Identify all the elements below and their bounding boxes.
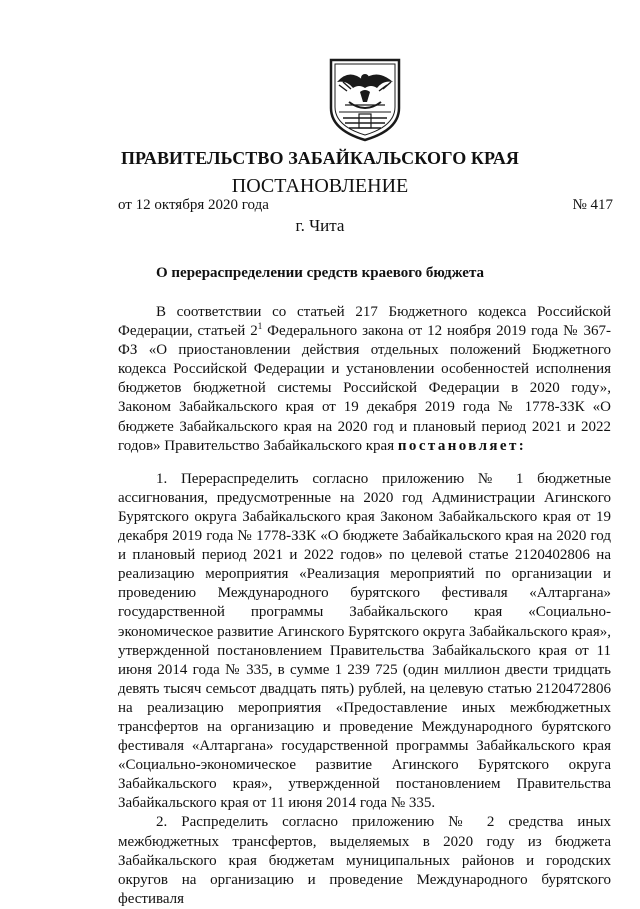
item-1-paragraph: 1. Перераспределить согласно приложению № 1 бюджетные ассигнования, предусмотренные на 2020 год Администрации Агинского Бурятского округа Забайкальского края Законом Забайкальского края от 19 декабря 2019 года № 1778-ЗЗК «О бюджете Забайкальского края на 2020 год и плановый период 2021 и 2022 годов» по целевой статье 2120402806 на реализацию мероприятия «Реализация мероприятий по организации и проведению Международного бурятского фестиваля «Алтаргана» государственной программы Забайкальского края «Социально-экономическое развитие Агинского Бурятского округа Забайкальского края», утвержденной постановлением Правительства Забайкальского края от 11 июня 2014 года № 335, в сумме 1 239 725 (один миллион двести тридцать девять тысяч семьсот двадцать пять) рублей, на целевую статью 2120472806 на реализацию мероприятия «Предоставление иных межбюджетных трансфертов на организацию и проведение Международного бурятского фестиваля «Алтаргана» государственной программы Забайкальского края «Социально-экономическое развитие Агинского Бурятского округа Забайкальского края», утвержденной постановлением Правительства Забайкальского края от 11 июня 2014 года № 335. bbox=[118, 470, 611, 812]
preamble-text-a: В соответствии со статьей 217 Бюджетного кодекса Российской Федерации, статьей 2 bbox=[118, 304, 611, 340]
coat-of-arms-icon bbox=[327, 58, 403, 142]
document-number: № 417 bbox=[572, 197, 613, 213]
preamble-text-b: Федерального закона от 12 ноября 2019 года № 367-ФЗ «О приостановлении действия отдельных положений Бюджетного кодекса Российской Федерации и установлении особенностей исполнения бюджетов бюджетной системы Российской Федерации в 2020 году», Законом Забайкальского края от 19 декабря 2019 года № 1778-ЗЗК «О бюджете Забайкальского края на 2020 год и плановый период 2021 и 2022 годов» Правительство Забайкальского края bbox=[118, 323, 611, 454]
document-type: ПОСТАНОВЛЕНИЕ bbox=[231, 175, 409, 197]
document-body bbox=[118, 303, 611, 909]
decree-word: постановляет: bbox=[397, 437, 527, 454]
government-title: ПРАВИТЕЛЬСТВО ЗАБАЙКАЛЬСКОГО КРАЯ bbox=[120, 148, 520, 168]
item-2-paragraph: 2. Распределить согласно приложению № 2 средства иных межбюджетных трансфертов, выделяемых в 2020 году из бюджета Забайкальского края бюджетам муниципальных районов и городских округов на организацию и проведение Международного бурятского фестиваля bbox=[118, 814, 611, 907]
document-subject: О перераспределении средств краевого бюджета bbox=[156, 265, 484, 281]
document-date: от 12 октября 2020 года bbox=[118, 197, 269, 213]
preamble-paragraph bbox=[118, 303, 611, 456]
article-superscript: 1 bbox=[257, 321, 263, 332]
document-city: г. Чита bbox=[295, 216, 345, 235]
